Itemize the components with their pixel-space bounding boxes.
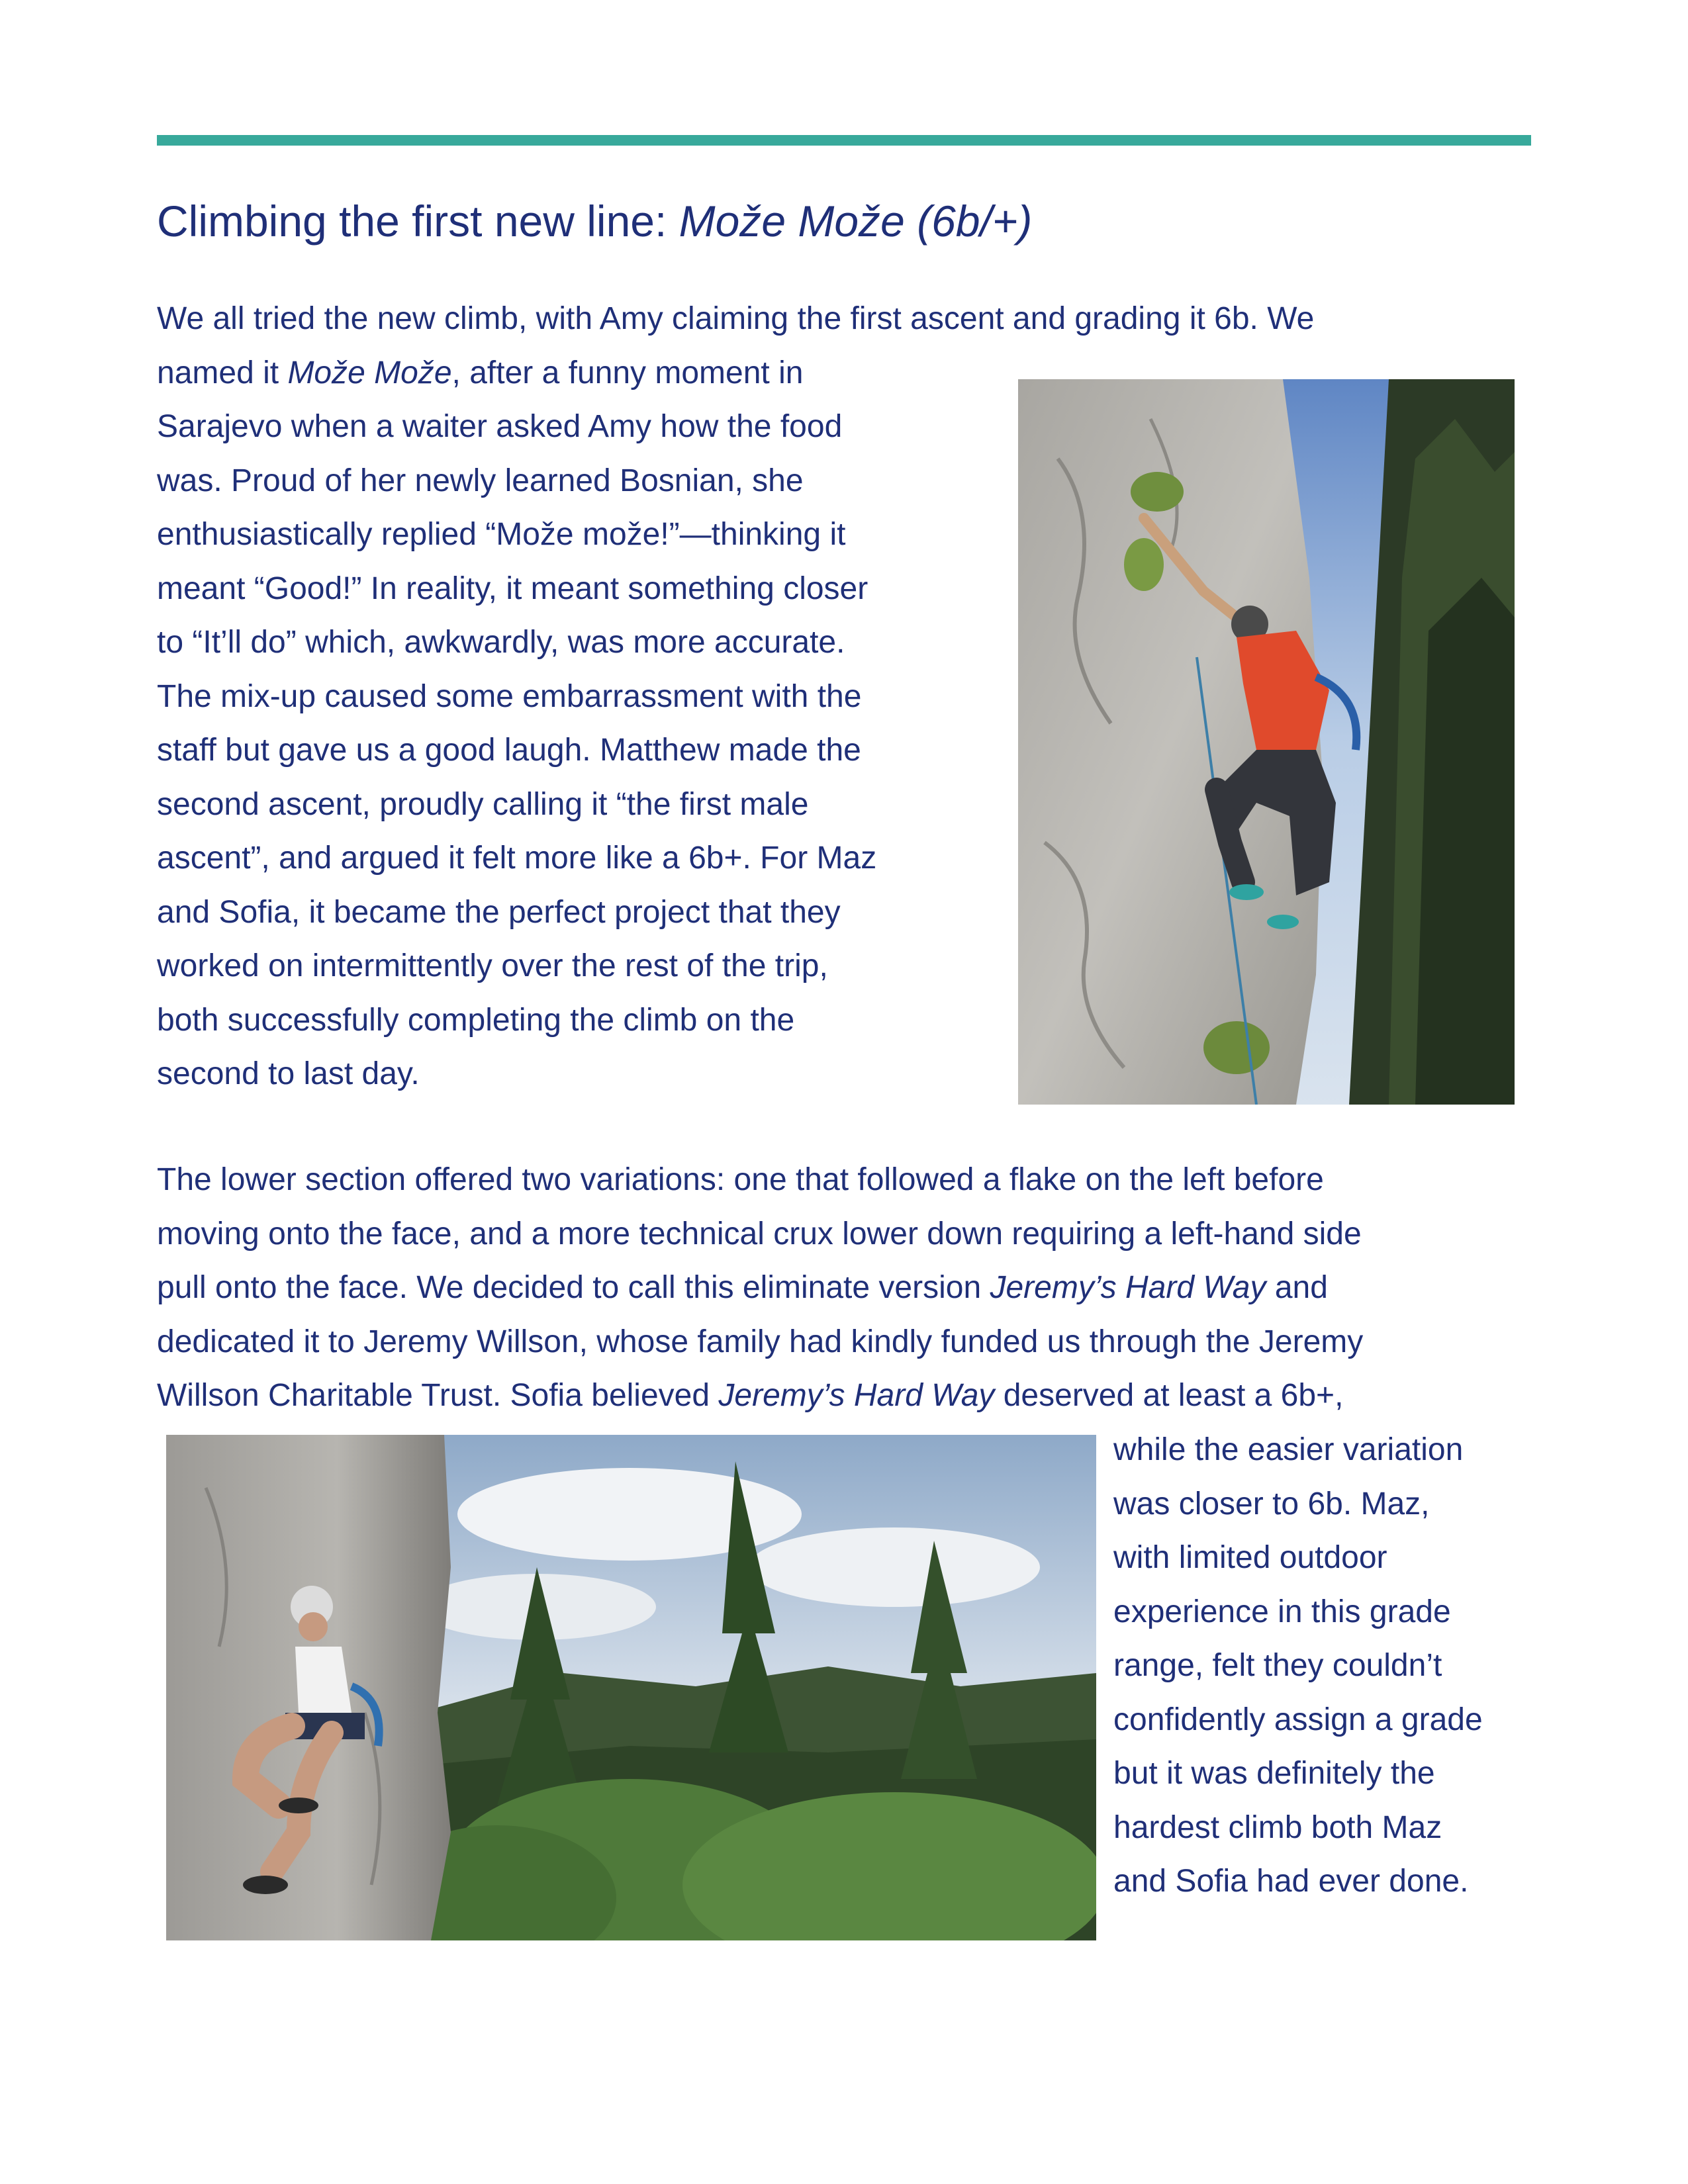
text-line: second ascent, proudly calling it “the first male: [157, 786, 809, 822]
heading-route-name: Može Može (6b/+): [679, 197, 1033, 246]
text-line: [157, 1369, 1363, 1423]
text-line: staff but gave us a good laugh. Matthew made the: [157, 733, 861, 768]
text-line: and Sofia, it became the perfect project that they: [157, 894, 841, 930]
text-run: and: [1266, 1270, 1328, 1305]
text-line: while the easier variation: [1113, 1432, 1464, 1467]
text-line: was. Proud of her newly learned Bosnian, she: [157, 463, 804, 498]
text-line: We all tried the new climb, with Amy claiming the first ascent and grading it 6b. We: [157, 301, 1315, 336]
text-run: , after a funny moment in: [451, 355, 804, 390]
text-line: meant “Good!” In reality, it meant something closer: [157, 570, 868, 606]
text-line: to “It’ll do” which, awkwardly, was more accurate.: [157, 625, 845, 660]
text-line: enthusiastically replied “Može može!”—thinking it: [157, 517, 846, 552]
text-line: Sarajevo when a waiter asked Amy how the food: [157, 409, 843, 444]
text-run: pull onto the face. We decided to call this eliminate version: [157, 1270, 990, 1305]
text-line: and Sofia had ever done.: [1113, 1864, 1469, 1899]
text-line: moving onto the face, and a more technical crux lower down requiring a left-hand side: [157, 1216, 1362, 1251]
text-line: both successfully completing the climb on the: [157, 1002, 795, 1038]
text-line: hardest climb both Maz: [1113, 1809, 1442, 1845]
forest-photo-illustration: [166, 1435, 1096, 1940]
heading-prefix: Climbing the first new line:: [157, 197, 679, 246]
text-line: experience in this grade: [1113, 1594, 1451, 1629]
text-line: second to last day.: [157, 1056, 420, 1091]
route-name-italic: Jeremy’s Hard Way: [990, 1270, 1266, 1305]
text-run: deserved at least a 6b+,: [994, 1378, 1344, 1413]
text-line: worked on intermittently over the rest of the trip,: [157, 948, 828, 983]
photo-climber-forest-view: [166, 1435, 1096, 1940]
section-heading: [157, 195, 1032, 248]
text-line: confidently assign a grade: [1113, 1702, 1483, 1737]
text-line: The mix-up caused some embarrassment with the: [157, 678, 862, 714]
text-line: was closer to 6b. Maz,: [1113, 1486, 1430, 1522]
text-line: ascent”, and argued it felt more like a 6b+. For Maz: [157, 841, 877, 876]
climber-photo-illustration: [1018, 379, 1515, 1105]
route-name-italic: Može Može: [287, 355, 452, 390]
photo-climber-on-wall: [1018, 379, 1515, 1105]
text-line: [157, 1261, 1363, 1315]
route-name-italic: Jeremy’s Hard Way: [718, 1378, 995, 1413]
text-line: The lower section offered two variations: one that followed a flake on the left before: [157, 1162, 1324, 1197]
text-line: but it was definitely the: [1113, 1756, 1435, 1791]
text-run: named it: [157, 355, 288, 390]
text-line: dedicated it to Jeremy Willson, whose family had kindly funded us through the Jeremy: [157, 1324, 1364, 1359]
paragraph-grading: [1113, 1423, 1483, 1909]
text-run: Willson Charitable Trust. Sofia believed: [157, 1378, 719, 1413]
text-line: with limited outdoor: [1113, 1540, 1387, 1575]
text-line: range, felt they couldn’t: [1113, 1648, 1442, 1683]
top-rule: [157, 135, 1531, 146]
paragraph-variations: [157, 1153, 1363, 1423]
